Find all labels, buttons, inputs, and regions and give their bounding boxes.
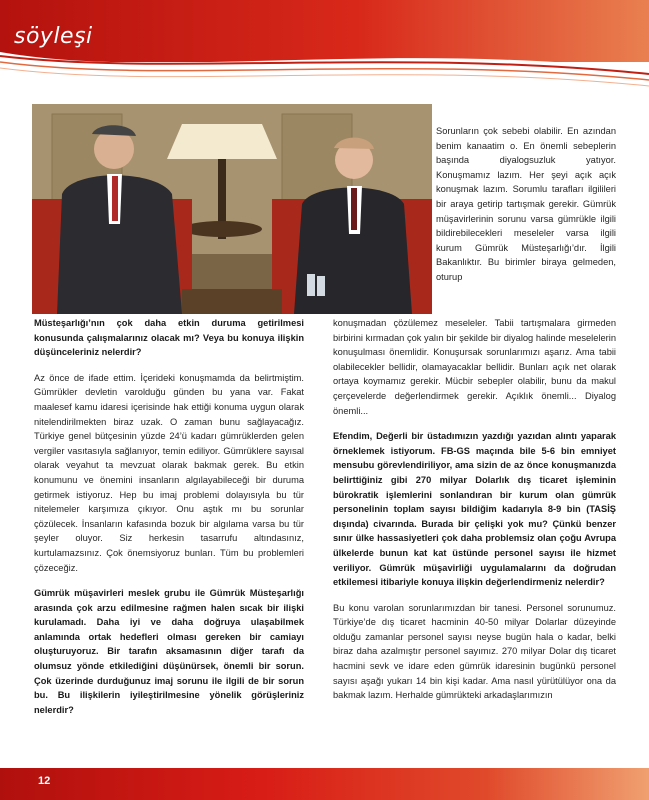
page-footer-bar <box>0 768 649 800</box>
right-top-column <box>436 124 616 296</box>
right-bottom-column <box>333 316 616 714</box>
photo-illustration <box>32 104 432 314</box>
answer-1: Az önce de ifade ettim. İçerideki konuşmamda da belirtmiştim. Gümrükler devletin varolduğu günden bu yana var. Fakat maalesef kamu idaresi içerisinde hak ettiği konuma uygun olarak nitelendirilmekten biraz uzak. O zaman bunu sağlayacağız. Türkiye genel bütçesinin yüzde 24’ü kadarı gümrüklerden gelen vergiler vasıtasıyla sağlanıyor, temin ediliyor. Gümrüklere sayısal olarak veyahut ta mevzuat olarak bakmak gerek. Bu etkin konumunu ve önemini insanların algılayabileceği bir duruma getirmek istiyoruz. Hep bu imaj problemi dolayısıyla bu tür nitelemeler karşımıza çıkıyor. Onu aştık mı bu sorunlar çözülecek. İnsanların kafasında bozuk bir algılama varsa bu tür şeyler oluyor. Siz herkesin tasarrufu altındasınız, kurtulamazsınız. Çok önemsiyoruz bunları. Tüm bu problemleri çözeceğiz. <box>34 372 304 573</box>
question-2: Gümrük müşavirleri meslek grubu ile Gümrük Müsteşarlığı arasında çok arzu edilmesine rağmen halen sıcak bir ilişki kurulamadı. Daha iyi ve daha doğruya ulaşabilmek anlamında ortak hedefleri olması gereken bir camiayı oluşturuyoruz. Bir tarafın aksamasının diğer tarafı da olumsuz yönde etkilediğini düşünürsek, önemli bir sorun. Çok üzerinde durduğunuz imaj sorunu ile ilgili de bir sorun bu. Bu ilişkilerin iyileştirilmesine yönelik görüşleriniz nelerdir? <box>34 588 304 715</box>
question-1: Müsteşarlığı’nın çok daha etkin duruma getirilmesi konusunda çalışmalarınız olacak mı? Veya bu konuya ilişkin düşünceleriniz nelerdir? <box>34 318 304 358</box>
answer-2-part-1: Sorunların çok sebebi olabilir. En azından benim kanaatim o. En önemli sebeplerin başında diyalogsuzluk yatıyor. Konuşmamız lazım. Her şeyi açık açık konuşmak lazım. Sorumlu tarafları ilgilileri bir araya getirip tartışmak gerekir. Gümrük müşavirlerinin sorunu varsa gümrükle ilgili bildirebilecekleri meseleler varsa ilgili kurum Gümrük Müsteşarlığı’dır. İlgili Bakanlıktır. Bu birimler biraya gelmeden, oturup <box>436 126 616 282</box>
answer-2-part-2: konuşmadan çözülemez meseleler. Tabii tartışmalara girmeden birbirini kırmadan çok yalın bir şekilde bir diyalog halinde meselelerin konuşulması önemlidir. Konuşursak sorunlarımızı aşarız. Ama tabii olabilecekler bellidir, olamayacaklar bellidir. Bunları açık net olarak ortaya koymamız gerekir. Mücbir sebepler olabilir, bunu da makul çerçevelerde değerlendirmek gerekir. Açıklık önemli... Diyalog önemli... <box>333 318 616 416</box>
answer-3: Bu konu varolan sorunlarımızdan bir tanesi. Personel sorunumuz. Türkiye’de dış ticaret hacminin 40-50 milyar Dolarlar düzeyinde olduğu zamanlar personel sayısı neyse bugün hala o kadar, belki biraz daha azalmıştır personel sayımız. 270 milyar Dolar dış ticaret hacmini sevk ve idare eden gümrük idaresinin bugünkü personel sayısı aşağı yukarı 14 bin kişi kadar. Ama nasıl yürütülüyor ona da bakmak lazım. Herhalde gümrükteki arkadaşlarımızın <box>333 602 616 701</box>
left-column <box>34 316 304 728</box>
page-number: 12 <box>38 775 51 787</box>
header-red-waves <box>0 0 649 96</box>
section-title: söyleşi <box>14 24 93 49</box>
interview-photo <box>32 104 432 314</box>
page-header <box>0 0 649 96</box>
question-3: Efendim, Değerli bir üstadımızın yazdığı yazıdan alıntı yaparak örneklemek istiyorum. FB-GS maçında bile 5-6 bin emniyet mensubu görevlendiriliyor, ama sizin de az önce konuşmanızda belirttiğiniz gibi 270 milyar Dolarlık dış ticaret işleminin bürokratik işlemlerini sonlandıran bir kurum olan gümrük personelinin toplam sayısı bildiğim kadarıyla 8-9 bin (TASİŞ dışında) civarında. Burada bir çelişki yok mu? Çünkü benzer sınır ülke hassasiyetleri çok daha problemsiz olan çoğu Avrupa ülkelerde bunun kat kat üstünde personel sayısı ile hizmet veriliyor. Gümrük müşavirliği uygulamalarını da doğrudan etkilemesi itibariyle konuya ilişkin değerlendirmeniz nelerdir? <box>333 431 616 588</box>
